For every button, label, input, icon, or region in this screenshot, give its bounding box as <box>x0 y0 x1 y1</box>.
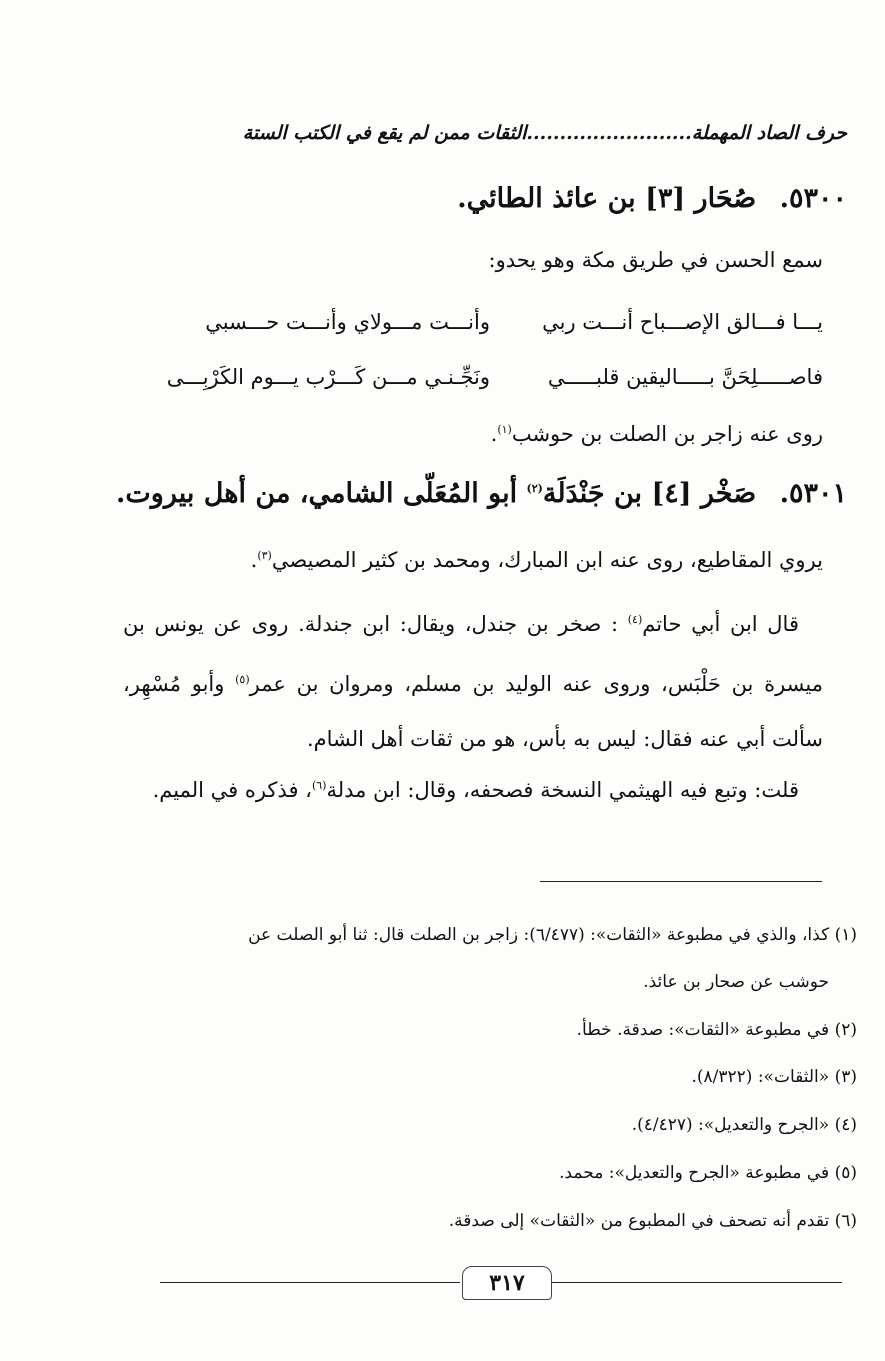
footer-rule-right <box>552 1282 842 1283</box>
footnote-ref-5: (٥) <box>235 673 250 686</box>
para-text: قلت: وتبع فيه الهيثمي النسخة فصحفه، وقال: ابن مدلة <box>326 778 799 802</box>
para-text: وأبو مُسْهِر، سألت أبي عنه فقال: ليس به بأس، هو من ثقات أهل الشام. <box>123 672 823 751</box>
footnote-ref-1: (١) <box>497 423 512 436</box>
narration-line: سمع الحسن في طريق مكة وهو يحدو: <box>488 248 823 272</box>
entry-name: صَخْر [٤] بن جَنْدَلَة <box>542 478 757 509</box>
entry-name-rest: أبو المُعَلّى الشامي، من أهل بيروت. <box>115 478 527 509</box>
footnote-ref-2: (٢) <box>526 482 543 495</box>
poem-verse-1-first: يـــا فـــالق الإصـــباح أنـــت ربي <box>542 310 823 334</box>
footnote-separator <box>540 881 822 882</box>
footnote-ref-6: (٦) <box>311 779 327 792</box>
footer-rule-left <box>160 1282 460 1283</box>
footnote-1-continued: حوشب عن صحار بن عائذ. <box>643 972 829 992</box>
footnote-ref-3: (٣) <box>257 549 272 562</box>
poem-verse-1-second: وأنـــت مـــولاي وأنـــت حـــسبي <box>205 310 490 334</box>
entry-5301-title <box>87 478 847 509</box>
poem-verse-2-first: فاصـــــلِحَنَّ بـــــاليقين قلبـــــي <box>547 365 823 389</box>
footnote-ref-4: (٤) <box>627 613 643 626</box>
footnote-2: (٢) في مطبوعة «الثقات»: صدقة. خطأ. <box>576 1020 857 1040</box>
para-text: ، فذكره في الميم. <box>152 778 312 802</box>
entry-number: ٥٣٠٠. <box>779 183 847 214</box>
narrators-text: يروي المقاطيع، روى عنه ابن المبارك، ومحمد بن كثير المصيصي <box>271 548 823 572</box>
entry-name: صُحَار [٣] بن عائذ الطائي. <box>457 183 757 214</box>
footnote-4: (٤) «الجرح والتعديل»: (٤/٤٢٧). <box>631 1115 857 1135</box>
transmitter-text: روى عنه زاجر بن الصلت بن حوشب <box>511 422 823 446</box>
footnote-6: (٦) تقدم أنه تصحف في المطبوع من «الثقات» إلى صدقة. <box>448 1211 857 1231</box>
footnote-1: (١) كذا، والذي في مطبوعة «الثقات»: (٦/٤٧٧): زاجر بن الصلت قال: ثنا أبو الصلت عن <box>248 925 857 945</box>
author-comment-paragraph <box>123 758 823 818</box>
footnote-5: (٥) في مطبوعة «الجرح والتعديل»: محمد. <box>559 1163 857 1183</box>
para-text: : صخر بن جندل، ويقال: ابن جندلة. روى عن يونس بن ميسرة بن حَلْبَس، وروى عنه الوليد بن مسلم، ومروان بن عمر <box>123 612 824 696</box>
transmitter-line <box>103 422 823 446</box>
running-header: حرف الصاد المهملة.........................الثقات ممن لم يقع في الكتب الستة <box>242 122 847 144</box>
footnote-3: (٣) «الثقات»: (٨/٣٢٢). <box>691 1067 857 1087</box>
page-number: ٣١٧ <box>462 1266 552 1300</box>
line-end: . <box>490 422 498 446</box>
narrators-line <box>103 548 823 572</box>
entry-5300-title <box>87 183 847 214</box>
entry-number: ٥٣٠١. <box>779 478 847 509</box>
poem-verse-2-second: ونَجِّـنـي مـــن كَـــرْب يـــوم الكَرْبِـــى <box>166 365 490 389</box>
line-end: . <box>250 548 258 572</box>
ibn-abi-hatim-paragraph <box>123 592 823 767</box>
para-text: قال ابن أبي حاتم <box>642 612 799 636</box>
